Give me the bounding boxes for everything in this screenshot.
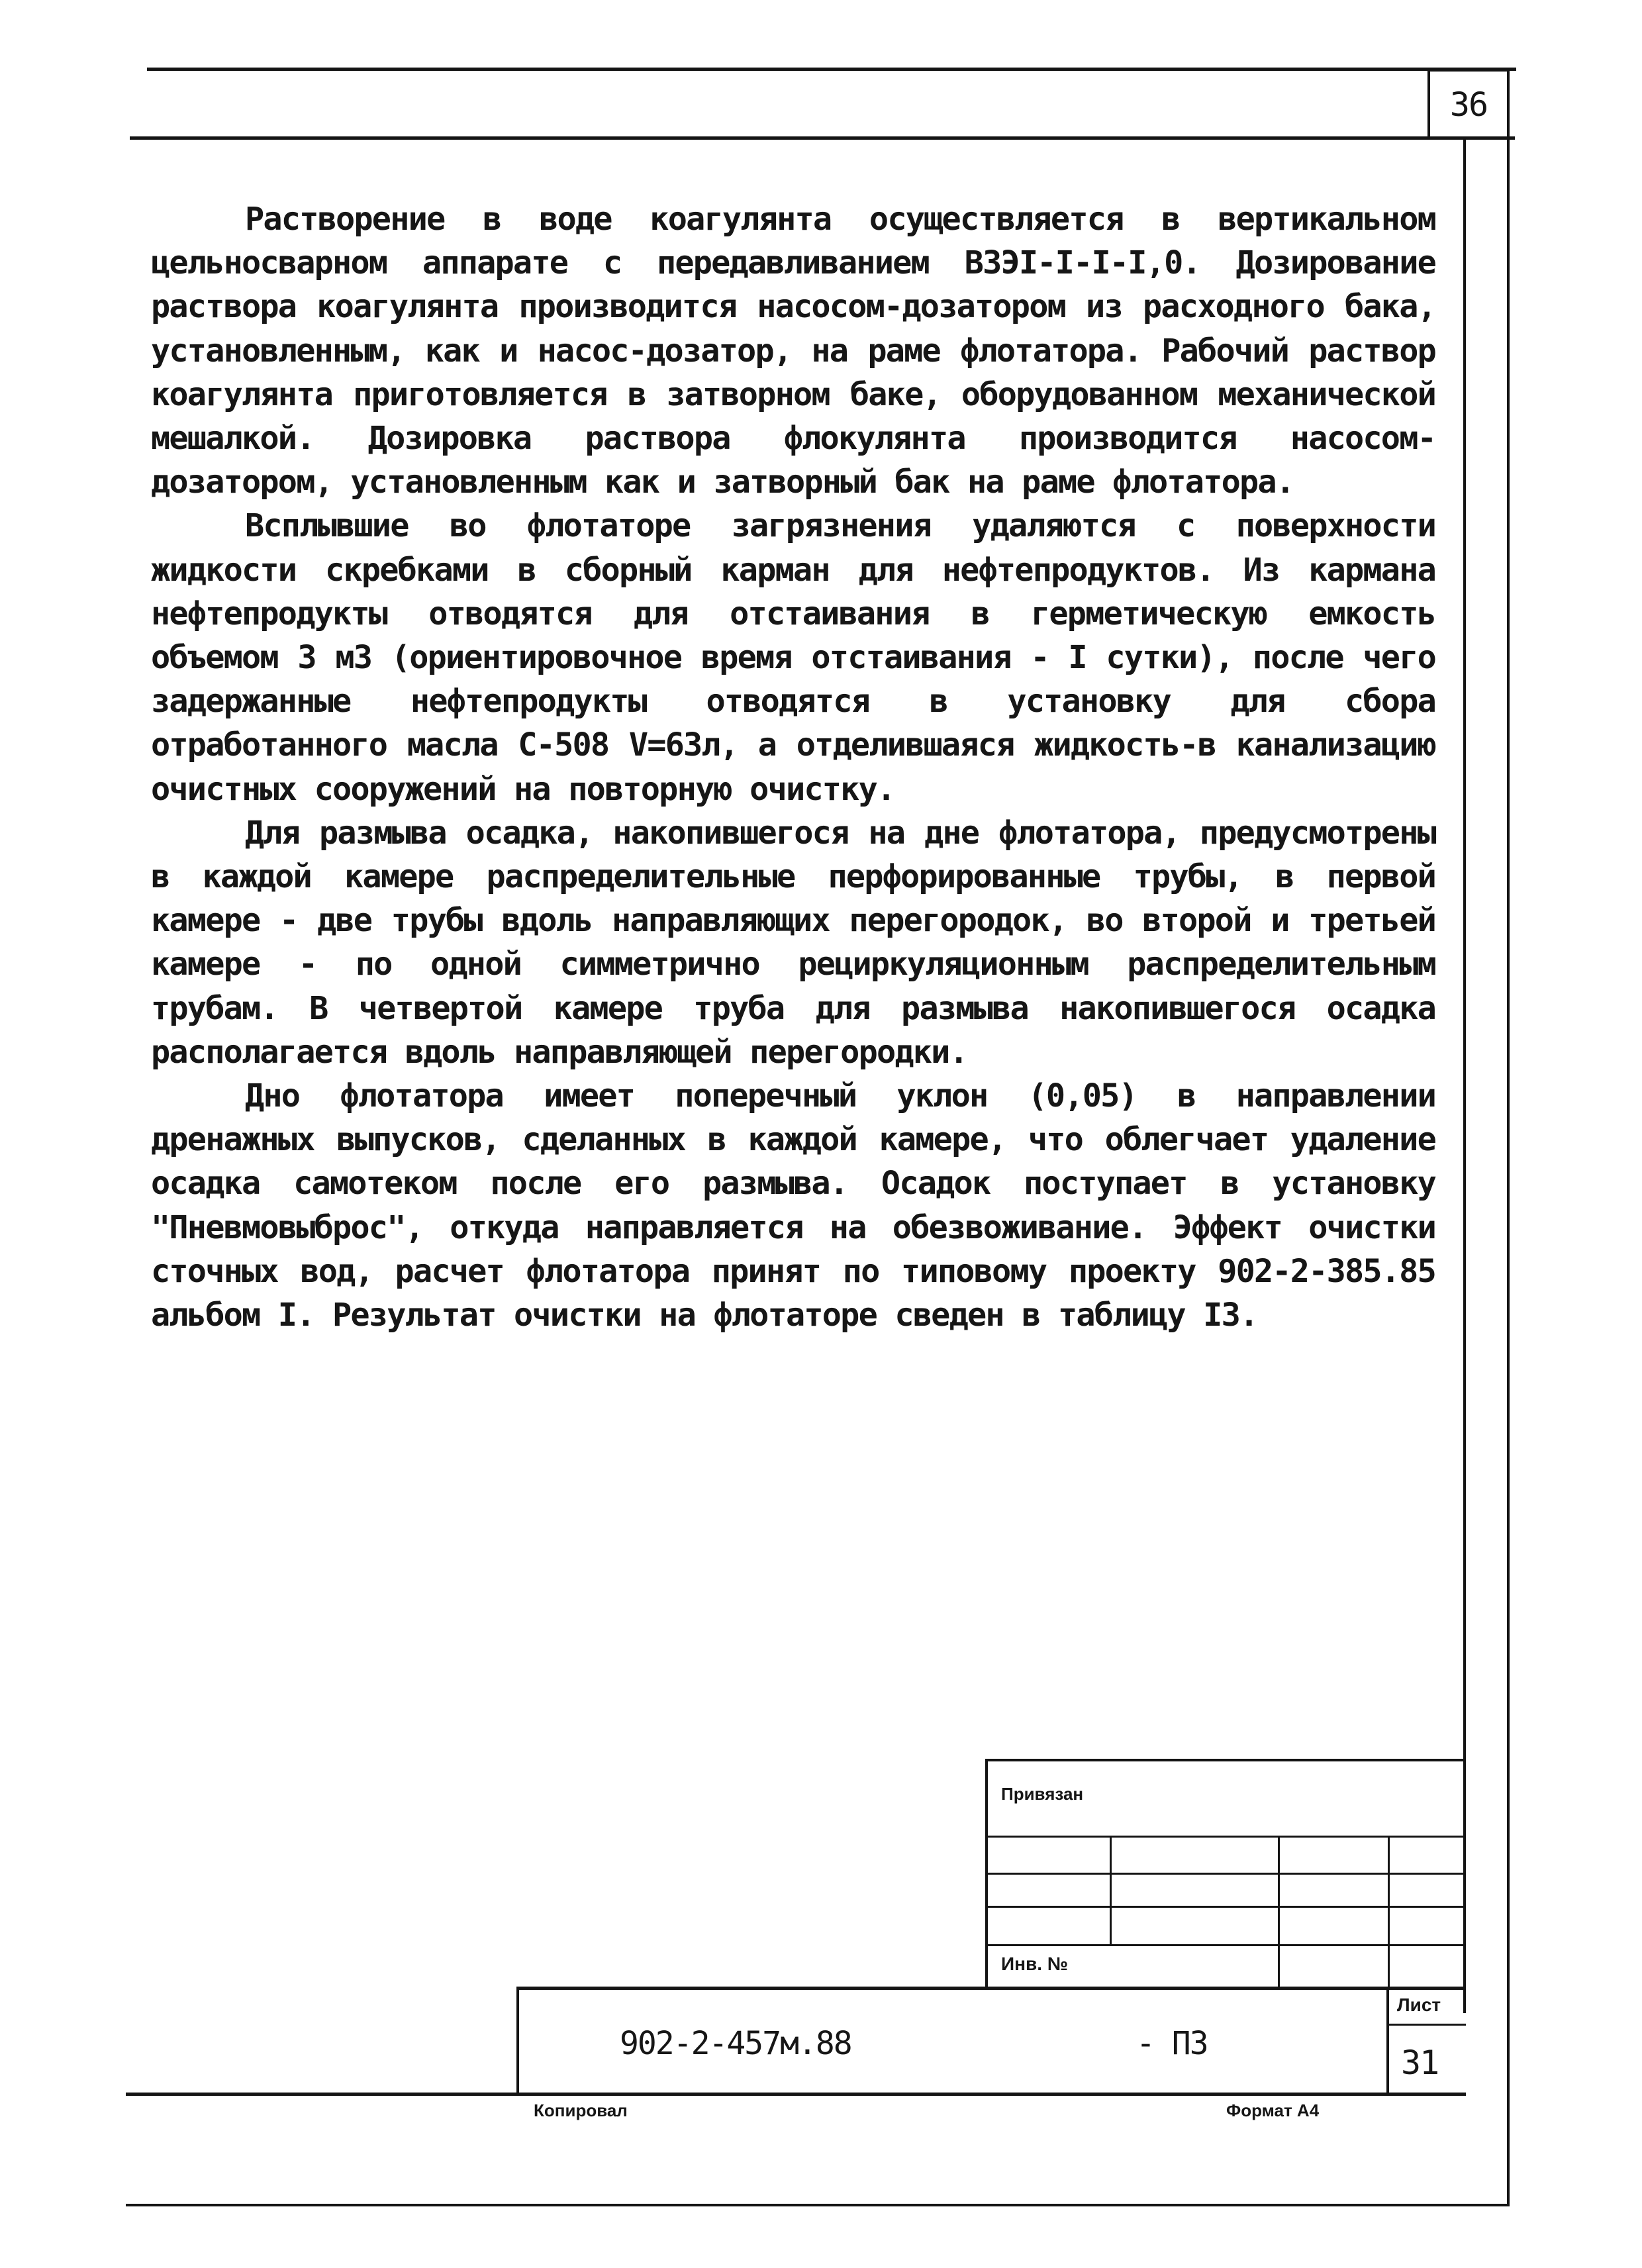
frame-outer-bottom-line	[126, 2204, 1510, 2206]
frame-right-outer	[1507, 69, 1510, 2205]
stamp-col-line-2	[1278, 1836, 1280, 1989]
inv-number-label: Инв. №	[1001, 1953, 1069, 1974]
document-suffix: - ПЗ	[1136, 2025, 1208, 2062]
document-code: 902-2-457м.88	[620, 2025, 851, 2062]
sheet-number: 31	[1401, 2044, 1439, 2082]
privyazan-label: Привязан	[1001, 1784, 1084, 1804]
paragraph-3: Для размыва осадка, накопившегося на дне флотатора, предусмотрены в каждой камере распределительные перфорированные трубы, в первой камере - две трубы вдоль направляющих перегородок, во второй и третьей камере - по одной симметрично рециркуляционным распределительным трубам. В четвертой камере труба для размыва накопившегося осадка располагается вдоль направляющей перегородки.	[151, 814, 1435, 1071]
stamp-sheet-label-line	[1386, 2024, 1466, 2026]
stamp-main-left-line	[516, 1987, 519, 2094]
frame-right-inner	[1463, 136, 1466, 2013]
stamp-main-top-line	[516, 1987, 1466, 1990]
body-text	[151, 197, 1435, 1337]
frame-top-line	[147, 68, 1516, 71]
stamp-col-line-1	[1110, 1836, 1112, 1944]
stamp-col-line-3	[1388, 1836, 1390, 1989]
page-number: 36	[1449, 85, 1488, 124]
frame-bottom-line	[126, 2093, 1466, 2096]
header-underline	[130, 136, 1515, 140]
stamp-sheet-divider	[1386, 1987, 1389, 2094]
page-number-box	[1427, 69, 1510, 138]
stamp-row-line-1	[985, 1836, 1466, 1838]
stamp-row-line-4	[985, 1944, 1466, 1946]
copied-by-label: Копировал	[534, 2100, 628, 2120]
stamp-top-line	[985, 1759, 1466, 1761]
paragraph-4: Дно флотатора имеет поперечный уклон (0,05) в направлении дренажных выпусков, сделанных в каждой камере, что облегчает удаление осадка самотеком после его размыва. Осадок поступает в установку "Пневмовыброс", откуда направляется на обезвоживание. Эффект очистки сточных вод, расчет флотатора принят по типовому проекту 902-2-385.85 альбом I. Результат очистки на флотаторе сведен в таблицу I3.	[151, 1077, 1435, 1334]
paragraph-1: Растворение в воде коагулянта осуществляется в вертикальном цельносварном аппарате с передавливанием ВЗЭI-I-I-I,0. Дозирование раствора коагулянта производится насосом-дозатором из расходного бака, установленным, как и насос-дозатор, на раме флотатора. Рабочий раствор коагулянта приготовляется в затворном баке, оборудованном механической мешалкой. Дозировка раствора флокулянта производится насосом-дозатором, установленным как и затворный бак на раме флотатора.	[151, 201, 1435, 501]
stamp-row-line-3	[985, 1906, 1466, 1908]
format-label: Формат А4	[1226, 2100, 1320, 2120]
sheet-label: Лист	[1397, 1995, 1441, 2015]
paragraph-2: Всплывшие во флотаторе загрязнения удаляются с поверхности жидкости скребками в сборный карман для нефтепродуктов. Из кармана нефтепродукты отводятся для отстаивания в герметическую емкость объемом 3 м3 (ориентировочное время отстаивания - I сутки), после чего задержанные нефтепродукты отводятся в установку для сбора отработанного масла С-508 V=63л, а отделившаяся жидкость-в канализацию очистных сооружений на повторную очистку.	[151, 507, 1435, 808]
stamp-row-line-2	[985, 1873, 1466, 1875]
